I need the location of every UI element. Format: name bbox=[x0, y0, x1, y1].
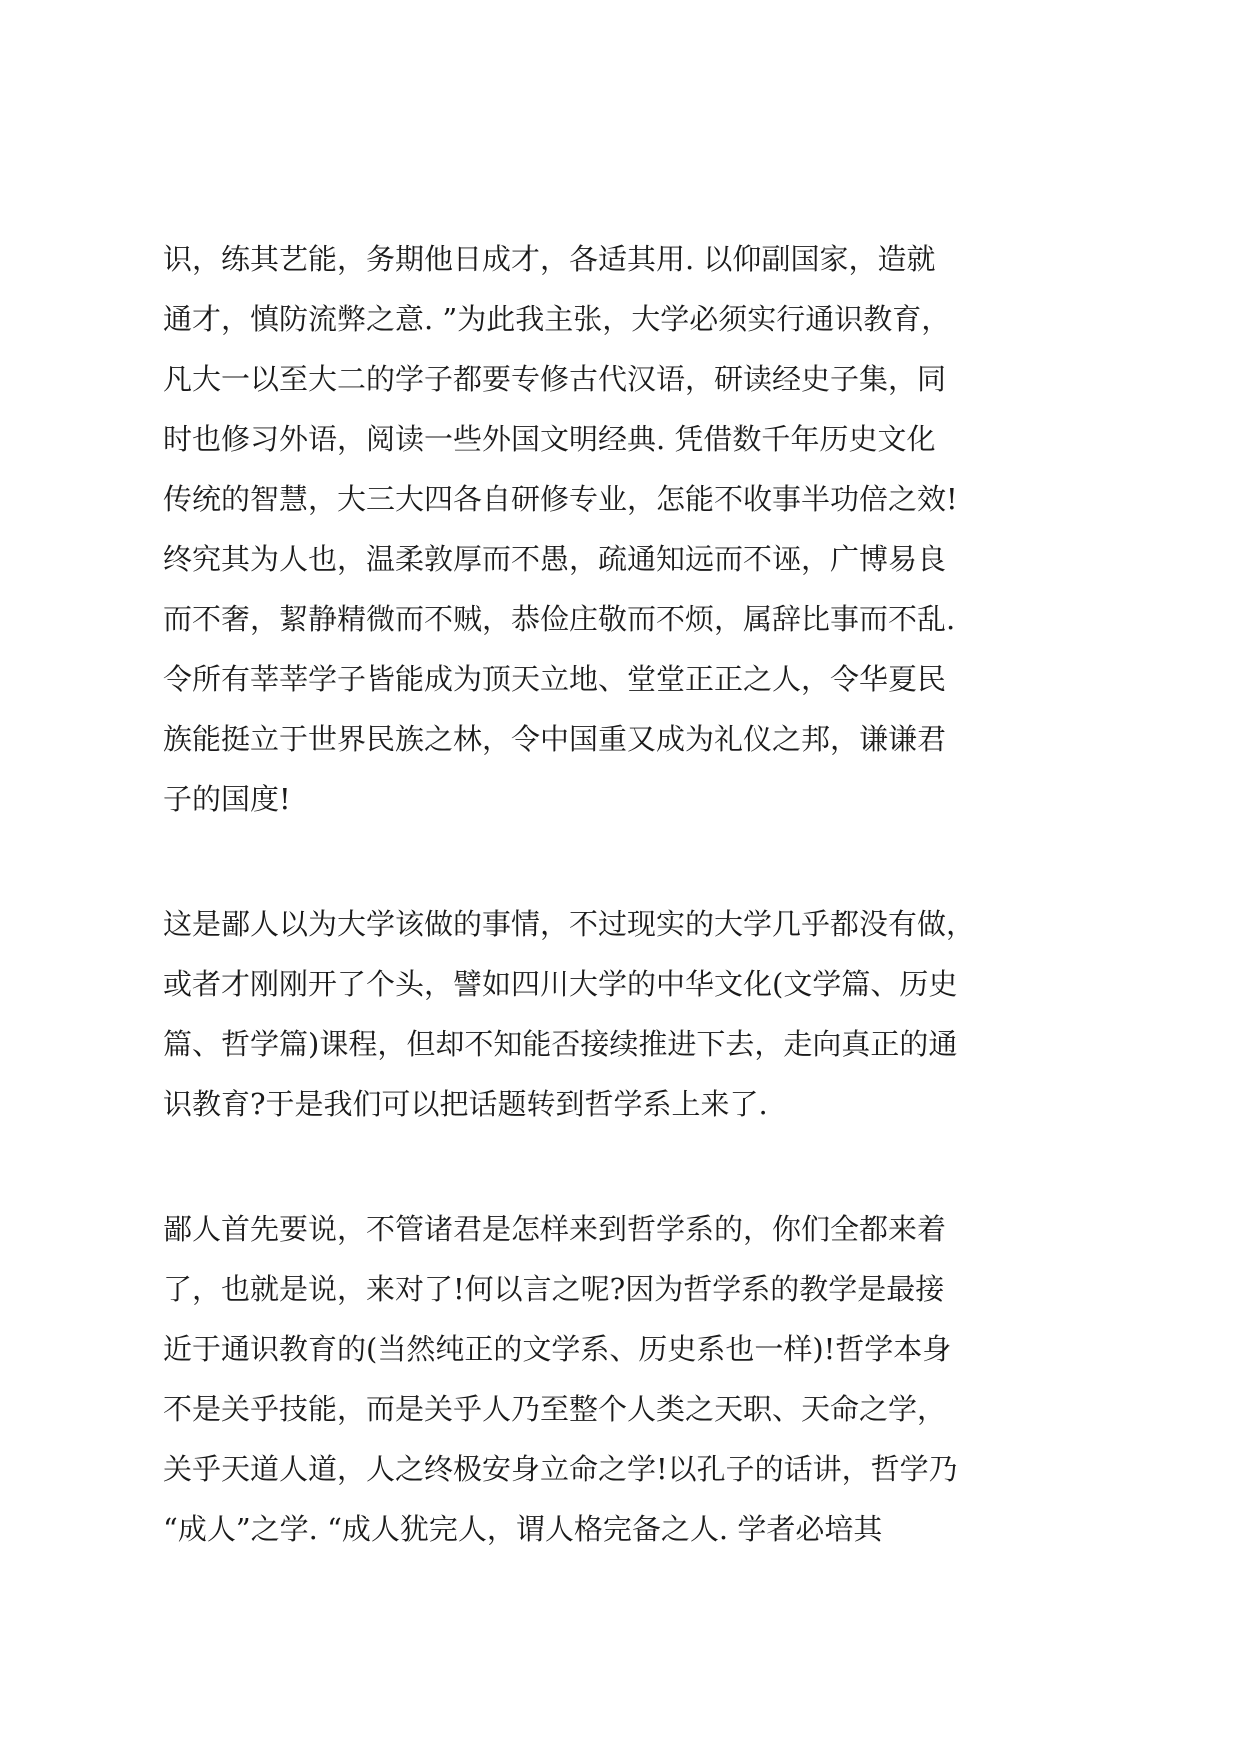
text-line: 了，也就是说，来对了!何以言之呢?因为哲学系的教学是最接 bbox=[163, 1272, 945, 1306]
text-line: 子的国度! bbox=[163, 782, 291, 816]
text-line: 识，练其艺能，务期他日成才，各适其用. 以仰副国家，造就 bbox=[163, 242, 936, 276]
text-line: 识教育?于是我们可以把话题转到哲学系上来了. bbox=[163, 1087, 768, 1121]
paragraph-3 bbox=[163, 1199, 1083, 1559]
paragraph-1 bbox=[163, 229, 1083, 829]
text-line: 近于通识教育的(当然纯正的文学系、历史系也一样)!哲学本身 bbox=[163, 1332, 952, 1366]
text-line: 族能挺立于世界民族之林，令中国重又成为礼仪之邦，谦谦君 bbox=[163, 722, 947, 756]
text-line: 令所有莘莘学子皆能成为顶天立地、堂堂正正之人，令华夏民 bbox=[163, 662, 947, 696]
document-body bbox=[163, 229, 1083, 1624]
text-line: 关乎天道人道，人之终极安身立命之学!以孔子的话讲，哲学乃 bbox=[163, 1452, 958, 1486]
text-line: 凡大一以至大二的学子都要专修古代汉语，研读经史子集，同 bbox=[163, 362, 947, 396]
text-line: 时也修习外语，阅读一些外国文明经典. 凭借数千年历史文化 bbox=[163, 422, 936, 456]
text-line: 或者才刚刚开了个头，譬如四川大学的中华文化(文学篇、历史 bbox=[163, 967, 958, 1001]
text-line: 不是关乎技能，而是关乎人乃至整个人类之天职、天命之学， bbox=[163, 1392, 947, 1426]
text-line: 通才，慎防流弊之意. ”为此我主张，大学必须实行通识教育， bbox=[163, 302, 951, 336]
text-line: 终究其为人也，温柔敦厚而不愚，疏通知远而不诬，广博易良 bbox=[163, 542, 947, 576]
text-line: 而不奢，絜静精微而不贼，恭俭庄敬而不烦，属辞比事而不乱. bbox=[163, 602, 956, 636]
text-line: 鄙人首先要说，不管诸君是怎样来到哲学系的，你们全都来着 bbox=[163, 1212, 947, 1246]
text-line: 传统的智慧，大三大四各自研修专业，怎能不收事半功倍之效! bbox=[163, 482, 958, 516]
text-line: 篇、哲学篇)课程，但却不知能否接续推进下去，走向真正的通 bbox=[163, 1027, 958, 1061]
text-line: “成人”之学. “成人犹完人，谓人格完备之人. 学者必培其 bbox=[163, 1512, 883, 1546]
text-line: 这是鄙人以为大学该做的事情，不过现实的大学几乎都没有做， bbox=[163, 907, 976, 941]
paragraph-2 bbox=[163, 894, 1083, 1134]
